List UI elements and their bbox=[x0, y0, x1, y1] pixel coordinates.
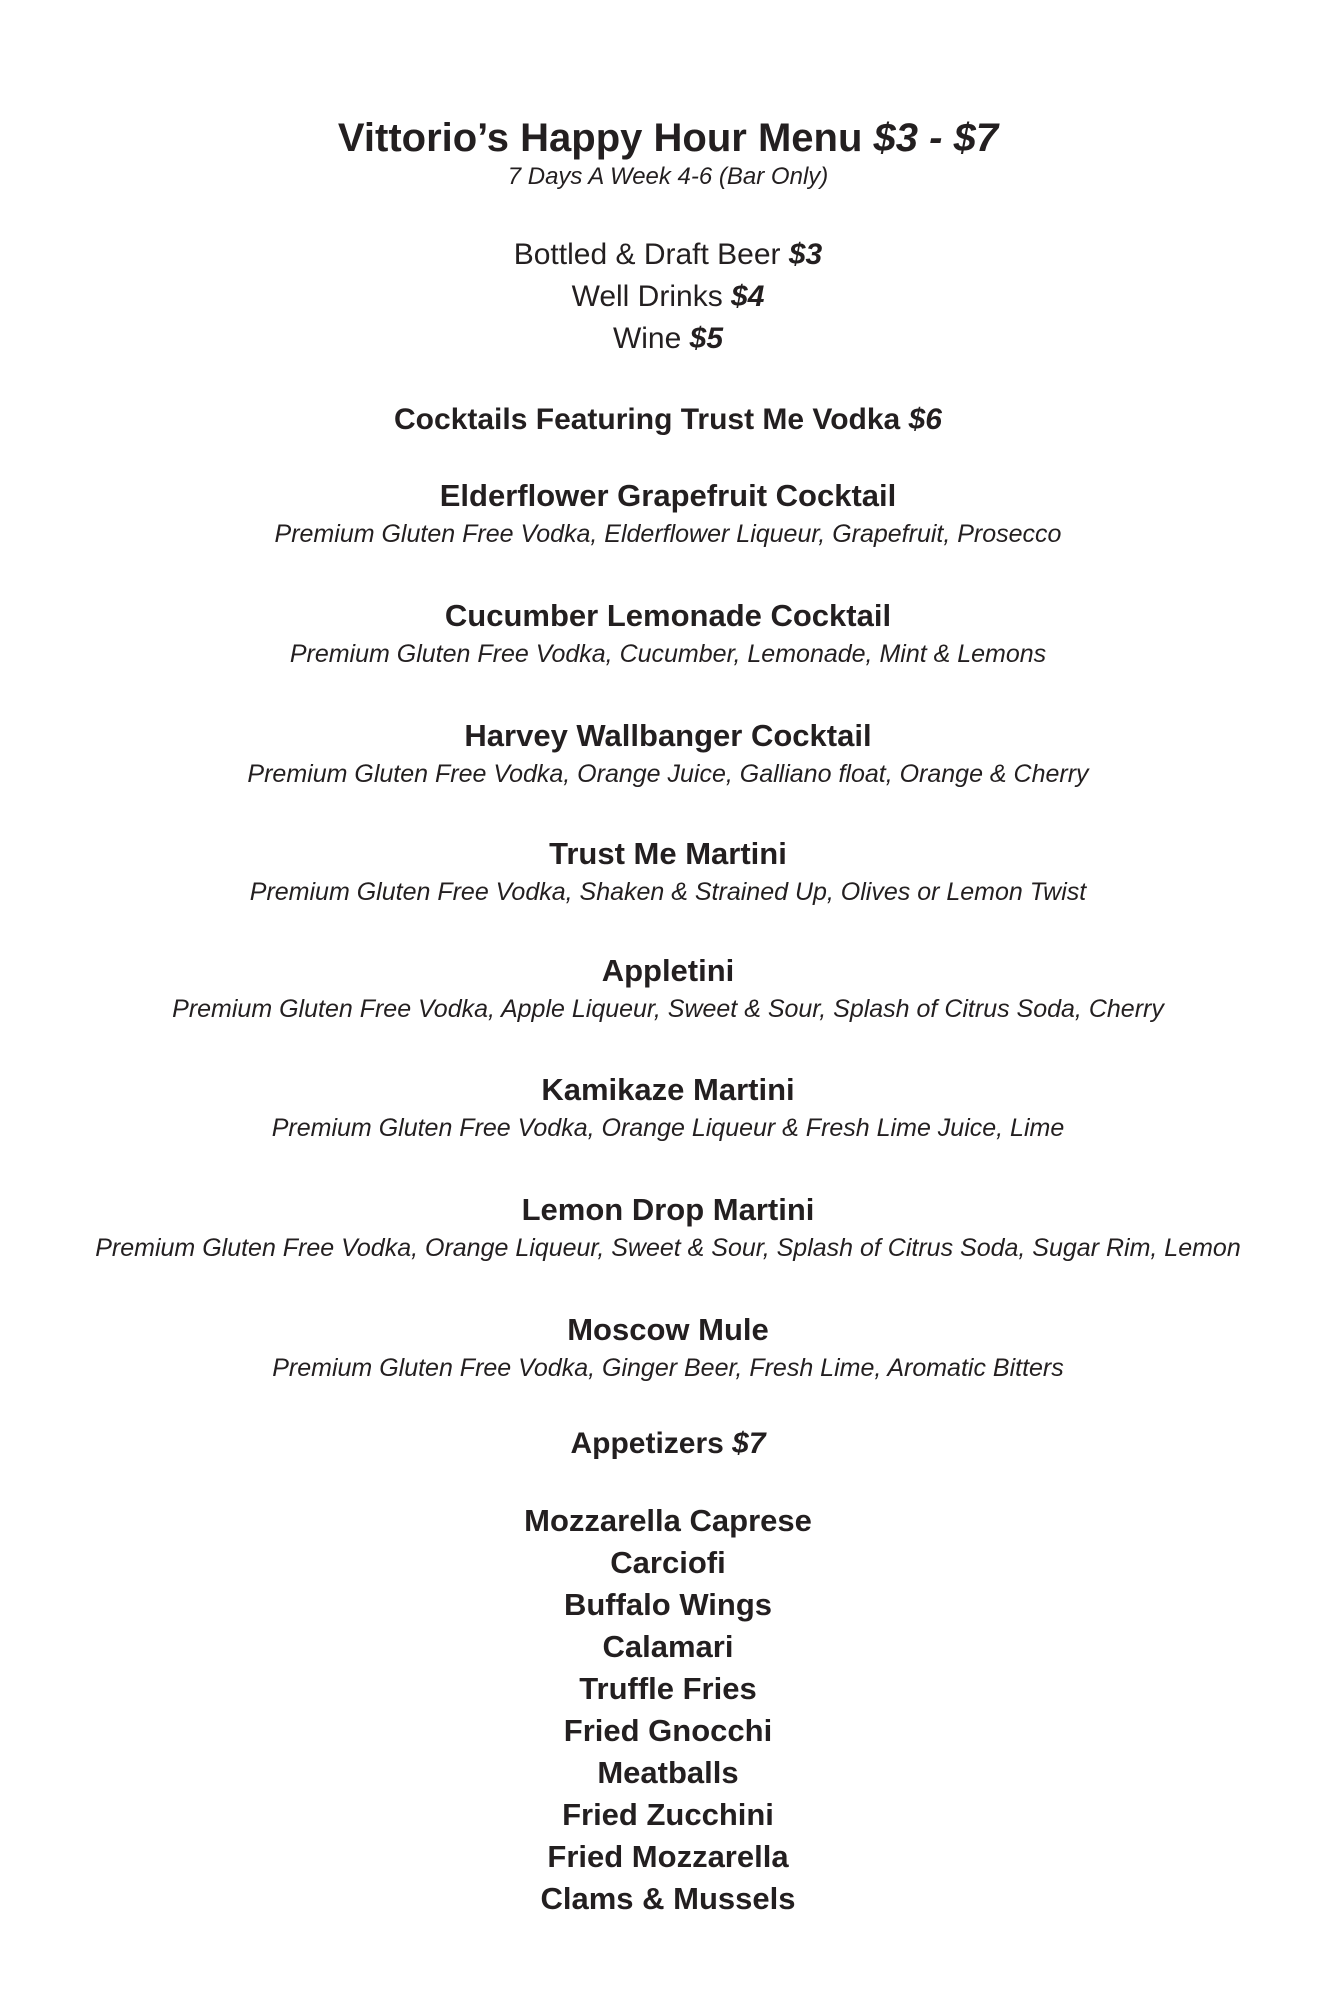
cocktail-description: Premium Gluten Free Vodka, Ginger Beer, Fresh Lime, Aromatic Bitters bbox=[272, 1354, 1064, 1382]
appetizer-item: Carciofi bbox=[610, 1545, 726, 1580]
drink-name: Bottled & Draft Beer bbox=[513, 238, 781, 271]
cocktail-item bbox=[0, 476, 1336, 552]
cocktail-name: Elderflower Grapefruit Cocktail bbox=[439, 478, 897, 513]
cocktails-heading-price: $6 bbox=[908, 403, 942, 436]
appetizer-item: Clams & Mussels bbox=[540, 1881, 796, 1916]
appetizer-item: Fried Mozzarella bbox=[547, 1839, 789, 1874]
cocktail-name: Cucumber Lemonade Cocktail bbox=[444, 598, 892, 633]
drink-item bbox=[0, 276, 1336, 318]
appetizer-item: Buffalo Wings bbox=[563, 1587, 773, 1622]
cocktail-name: Moscow Mule bbox=[567, 1312, 769, 1347]
cocktail-item bbox=[0, 1190, 1336, 1266]
drink-name: Well Drinks bbox=[571, 280, 723, 313]
drinks-list bbox=[0, 234, 1336, 360]
cocktail-description: Premium Gluten Free Vodka, Elderflower Liqueur, Grapefruit, Prosecco bbox=[274, 520, 1062, 548]
appetizers-heading-price: $7 bbox=[732, 1427, 766, 1460]
cocktail-item bbox=[0, 1310, 1336, 1386]
appetizer-item: Mozzarella Caprese bbox=[524, 1503, 812, 1538]
cocktail-description: Premium Gluten Free Vodka, Apple Liqueur, Sweet & Sour, Splash of Citrus Soda, Cherry bbox=[172, 995, 1164, 1023]
cocktail-description: Premium Gluten Free Vodka, Shaken & Strained Up, Olives or Lemon Twist bbox=[249, 878, 1087, 906]
appetizers-heading-text: Appetizers bbox=[570, 1427, 724, 1460]
cocktail-name: Lemon Drop Martini bbox=[521, 1192, 815, 1227]
menu-subtitle: 7 Days A Week 4-6 (Bar Only) bbox=[507, 163, 829, 190]
cocktail-name: Harvey Wallbanger Cocktail bbox=[464, 718, 872, 753]
drink-item bbox=[0, 318, 1336, 360]
menu-title-text: Vittorio’s Happy Hour Menu bbox=[337, 116, 863, 160]
cocktail-name: Appletini bbox=[601, 953, 735, 988]
appetizer-item: Truffle Fries bbox=[579, 1671, 757, 1706]
appetizers-heading bbox=[0, 1424, 1336, 1464]
cocktail-description: Premium Gluten Free Vodka, Orange Liqueur, Sweet & Sour, Splash of Citrus Soda, Sugar Rim, Lemon bbox=[95, 1234, 1241, 1262]
appetizers-list bbox=[0, 1500, 1336, 1920]
cocktails-heading-text: Cocktails Featuring Trust Me Vodka bbox=[394, 403, 901, 436]
appetizer-item: Meatballs bbox=[597, 1755, 739, 1790]
cocktail-name: Trust Me Martini bbox=[549, 836, 787, 871]
drink-price: $4 bbox=[731, 280, 765, 313]
drink-price: $3 bbox=[788, 238, 823, 271]
cocktail-description: Premium Gluten Free Vodka, Cucumber, Lemonade, Mint & Lemons bbox=[289, 640, 1047, 668]
cocktail-description: Premium Gluten Free Vodka, Orange Liqueur & Fresh Lime Juice, Lime bbox=[271, 1114, 1065, 1142]
drink-name: Wine bbox=[612, 322, 682, 355]
cocktail-item bbox=[0, 596, 1336, 672]
menu-title bbox=[0, 112, 1336, 164]
drink-price: $5 bbox=[689, 322, 724, 355]
appetizer-item: Calamari bbox=[602, 1629, 734, 1664]
menu-title-price: $3 - $7 bbox=[873, 116, 999, 160]
appetizer-item: Fried Zucchini bbox=[562, 1797, 774, 1832]
cocktail-item bbox=[0, 1070, 1336, 1146]
cocktail-item bbox=[0, 716, 1336, 792]
drink-item bbox=[0, 234, 1336, 276]
cocktail-name: Kamikaze Martini bbox=[541, 1072, 795, 1107]
cocktail-item bbox=[0, 834, 1336, 910]
appetizer-item: Fried Gnocchi bbox=[563, 1713, 773, 1748]
cocktail-description: Premium Gluten Free Vodka, Orange Juice, Galliano float, Orange & Cherry bbox=[247, 760, 1089, 788]
cocktails-heading bbox=[0, 400, 1336, 440]
cocktail-item bbox=[0, 951, 1336, 1027]
